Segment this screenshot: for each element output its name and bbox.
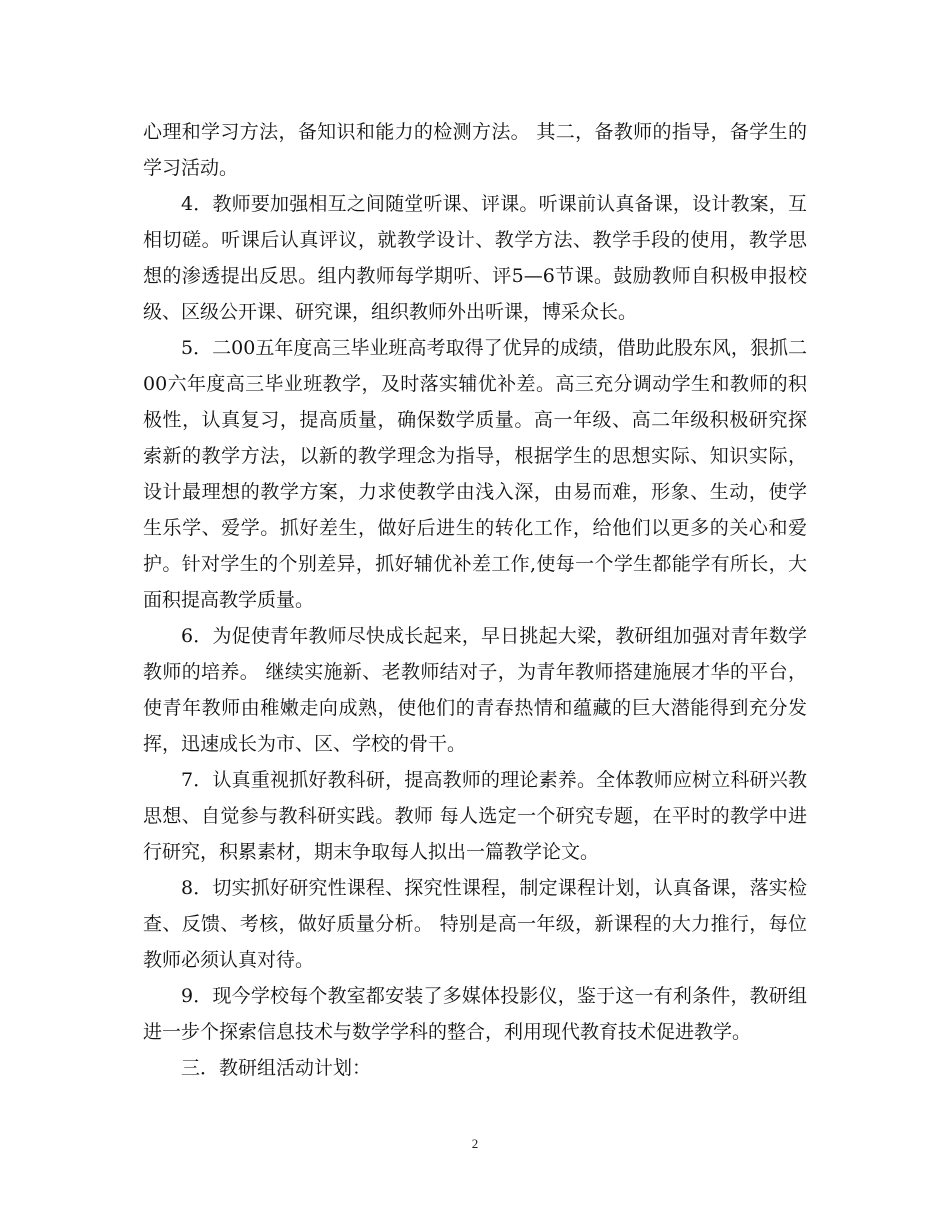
page-number: 2	[471, 1136, 479, 1151]
paragraph-item-8: 8．切实抓好研究性课程、探究性课程，制定课程计划，认真备课，落实检查、反馈、考核，做好质量分析。 特别是高一年级，新课程的大力推行，每位教师必须认真对待。	[143, 877, 807, 971]
paragraph-item-9: 9．现今学校每个教室都安装了多媒体投影仪，鉴于这一有利条件，教研组进一步个探索信息技术与数学学科的整合，利用现代教育技术促进教学。	[143, 985, 807, 1043]
section-heading-3: 三．教研组活动计划：	[181, 1057, 372, 1079]
paragraph-item-6: 6．为促使青年教师尽快成长起来，早日挑起大梁，教研组加强对青年数学教师的培养。 继续实施新、老教师结对子，为青年教师搭建施展才华的平台，使青年教师由稚嫩走向成熟，使他们的青春热情和蕴藏的巨大潜能得到充分发挥，迅速成长为市、区、学校的骨干。	[143, 625, 807, 755]
paragraph-continuation: 心理和学习方法，备知识和能力的检测方法。 其二，备教师的指导，备学生的学习活动。	[143, 121, 807, 179]
paragraph-item-4: 4．教师要加强相互之间随堂听课、评课。听课前认真备课，设计教案，互相切磋。听课后认真评议，就教学设计、教学方法、教学手段的使用，教学思想的渗透提出反思。组内教师每学期听、评5—6节课。鼓励教师自积极申报校级、区级公开课、研究课，组织教师外出听课，博采众长。	[143, 193, 807, 323]
paragraph-item-5: 5．二00五年度高三毕业班高考取得了优异的成绩，借助此股东风，狠抓二00六年度高三毕业班教学，及时落实辅优补差。高三充分调动学生和教师的积极性，认真复习，提高质量，确保数学质量。高一年级、高二年级积极研究探索新的教学方法，以新的教学理念为指导，根据学生的思想实际、知识实际，设计最理想的教学方案，力求使教学由浅入深，由易而难，形象、生动，使学生乐学、爱学。抓好差生，做好后进生的转化工作，给他们以更多的关心和爱护。针对学生的个别差异，抓好辅优补差工作,使每一个学生都能学有所长，大面积提高教学质量。	[143, 337, 807, 611]
paragraph-item-7: 7．认真重视抓好教科研，提高教师的理论素养。全体教师应树立科研兴教思想、自觉参与教科研实践。教师 每人选定一个研究专题，在平时的教学中进行研究，积累素材，期末争取每人拟出一篇教学论文。	[143, 769, 807, 863]
document-body	[143, 114, 807, 1086]
